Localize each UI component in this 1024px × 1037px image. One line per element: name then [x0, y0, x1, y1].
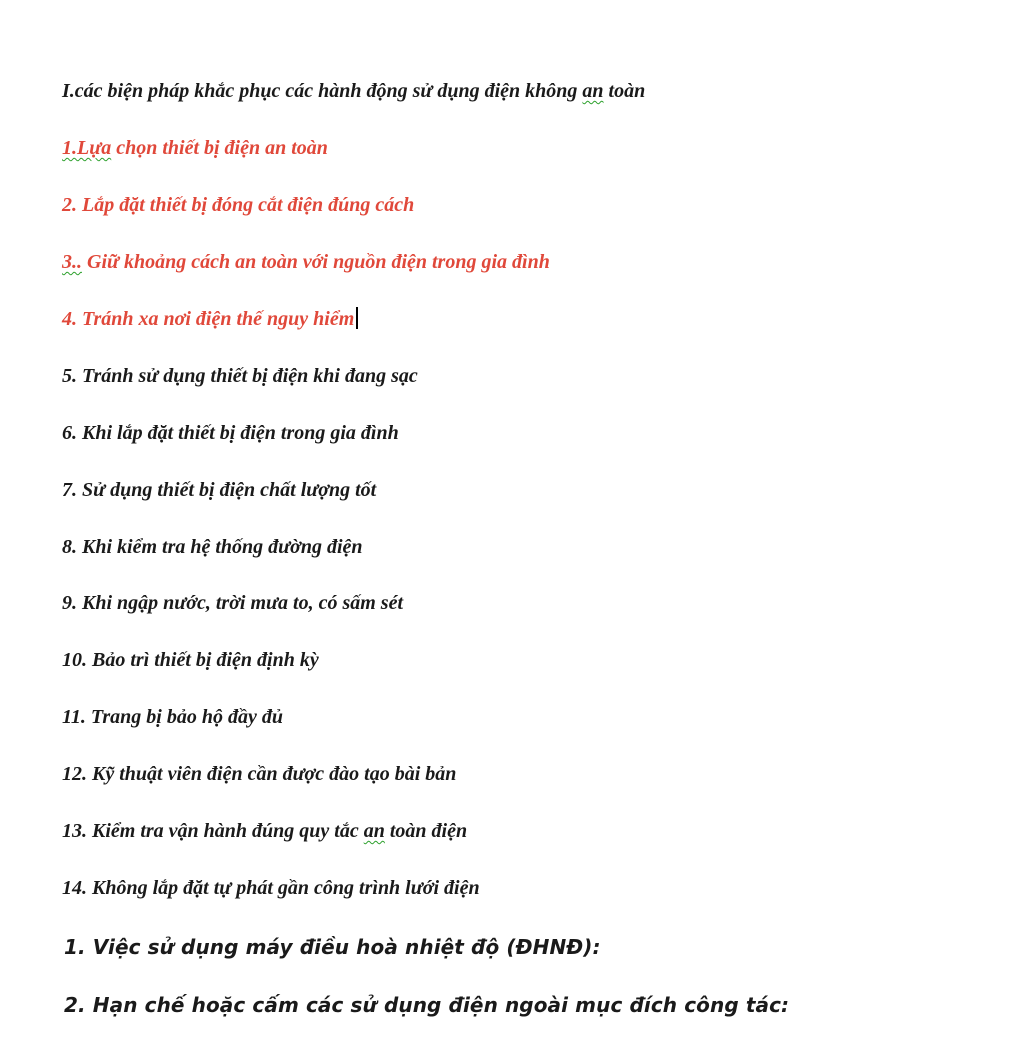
list-item-3: [62, 250, 550, 274]
document-heading: [62, 79, 645, 103]
list-item-9: 9. Khi ngập nước, trời mưa to, có sấm sét: [62, 592, 404, 614]
item-4-text: 4. Tránh xa nơi điện thế nguy hiểm: [62, 308, 355, 330]
list-item-10: 10. Bảo trì thiết bị điện định kỳ: [62, 649, 319, 671]
list-item-13: [62, 819, 467, 843]
list-item-5: 5. Tránh sử dụng thiết bị điện khi đang sạc: [62, 365, 418, 387]
list-item-7: 7. Sử dụng thiết bị điện chất lượng tốt: [62, 479, 377, 501]
list-item-8: 8. Khi kiểm tra hệ thống đường điện: [62, 536, 363, 558]
item-1-text: chọn thiết bị điện an toàn: [111, 137, 328, 159]
item-3-text: Giữ khoảng cách an toàn với nguồn điện trong gia đình: [82, 251, 550, 273]
list-item-1: [62, 136, 328, 160]
item-13-text-before: 13. Kiểm tra vận hành đúng quy tắc: [62, 820, 364, 842]
section-heading-1: 1. Việc sử dụng máy điều hoà nhiệt độ (ĐHNĐ):: [64, 935, 601, 959]
item-3-spellcheck-word: 3..: [62, 251, 82, 273]
list-item-14: 14. Không lắp đặt tự phát gần công trình lưới điện: [62, 877, 480, 899]
list-item-4[interactable]: [62, 307, 358, 331]
list-item-12: 12. Kỹ thuật viên điện cần được đào tạo bài bản: [62, 763, 457, 785]
item-13-spellcheck-word: an: [363, 820, 385, 842]
heading-spellcheck-word: an: [582, 80, 604, 102]
list-item-2: 2. Lắp đặt thiết bị đóng cắt điện đúng cách: [62, 194, 415, 216]
text-cursor: [356, 307, 358, 329]
list-item-6: 6. Khi lắp đặt thiết bị điện trong gia đình: [62, 422, 399, 444]
list-item-11: 11. Trang bị bảo hộ đầy đủ: [62, 706, 283, 728]
section-heading-2: 2. Hạn chế hoặc cấm các sử dụng điện ngoài mục đích công tác:: [64, 993, 790, 1017]
item-13-text-after: toàn điện: [384, 820, 468, 842]
item-1-spellcheck-word: 1.Lựa: [62, 137, 112, 159]
heading-text-before: I.các biện pháp khắc phục các hành động sử dụng điện không: [62, 80, 583, 102]
heading-text-after: toàn: [603, 80, 646, 102]
